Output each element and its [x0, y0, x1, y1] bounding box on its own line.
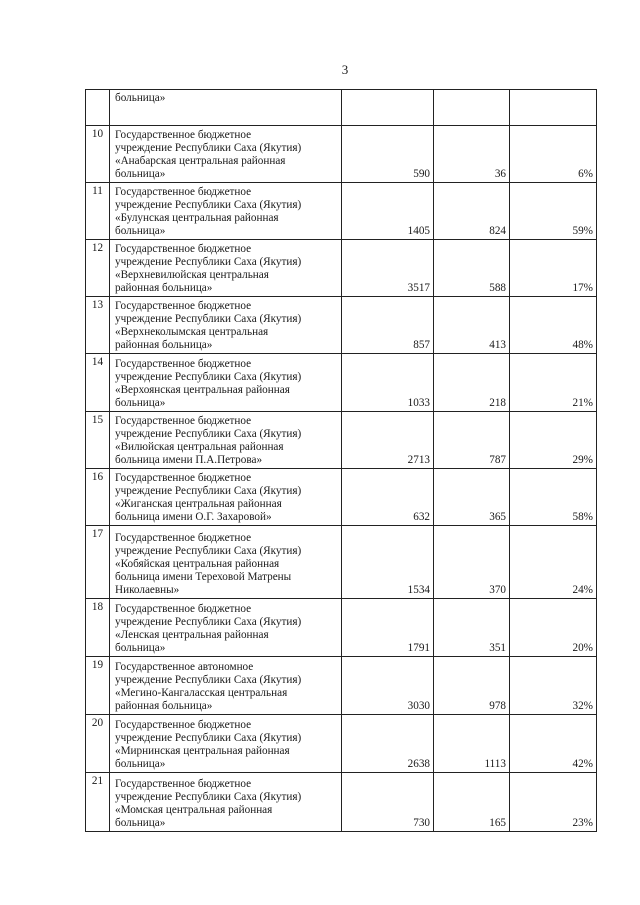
- institution-name-line: учреждение Республики Саха (Якутия): [115, 791, 302, 803]
- institution-name-line: учреждение Республики Саха (Якутия): [115, 428, 302, 440]
- table-row: [86, 715, 597, 773]
- institution-name-line: районная больница»: [115, 700, 213, 712]
- institution-name-cell: [110, 126, 342, 183]
- institution-name-line: больница имени Тереховой Матрены: [115, 571, 292, 583]
- institution-name-cell: [110, 773, 342, 832]
- value-cell-c3: 42%: [510, 715, 597, 773]
- institution-name-cell: [110, 526, 342, 599]
- value-cell-c2: 370: [434, 526, 510, 599]
- table-row: [86, 297, 597, 354]
- row-number-cell: 10: [86, 126, 110, 183]
- institution-name-line: больница»: [115, 92, 166, 104]
- value-cell-c3: 32%: [510, 657, 597, 715]
- institution-name-cell: [110, 599, 342, 657]
- institution-name-line: учреждение Республики Саха (Якутия): [115, 616, 302, 628]
- institution-name-cell: [110, 354, 342, 412]
- institution-name-line: «Жиганская центральная районная: [115, 498, 282, 510]
- row-number-cell: 21: [86, 773, 110, 832]
- institution-name-line: учреждение Республики Саха (Якутия): [115, 371, 302, 383]
- value-cell-c2: 165: [434, 773, 510, 832]
- institution-name-cell: [110, 240, 342, 297]
- institution-name-line: Государственное бюджетное: [115, 358, 252, 370]
- value-cell-c2: 365: [434, 469, 510, 526]
- row-number-cell: 11: [86, 183, 110, 240]
- institution-name-cell: [110, 469, 342, 526]
- value-cell-c1: [342, 90, 434, 126]
- institution-name-line: больница имени О.Г. Захаровой»: [115, 511, 272, 523]
- institution-name-line: учреждение Республики Саха (Якутия): [115, 732, 302, 744]
- institution-name-line: Государственное автономное: [115, 661, 254, 673]
- row-number-cell: [86, 90, 110, 126]
- institution-name-line: учреждение Республики Саха (Якутия): [115, 674, 302, 686]
- institution-name-line: «Анабарская центральная районная: [115, 155, 286, 167]
- value-cell-c1: 632: [342, 469, 434, 526]
- value-cell-c3: 17%: [510, 240, 597, 297]
- institution-name-line: больница»: [115, 642, 166, 654]
- value-cell-c2: 824: [434, 183, 510, 240]
- value-cell-c2: 588: [434, 240, 510, 297]
- hospital-data-table: [85, 89, 597, 832]
- institution-name-line: Государственное бюджетное: [115, 243, 252, 255]
- institution-name-line: «Кобяйская центральная районная: [115, 558, 280, 570]
- value-cell-c3: 24%: [510, 526, 597, 599]
- value-cell-c3: [510, 90, 597, 126]
- institution-name-line: учреждение Республики Саха (Якутия): [115, 485, 302, 497]
- row-number-cell: 14: [86, 354, 110, 412]
- value-cell-c2: 218: [434, 354, 510, 412]
- institution-name-cell: [110, 90, 342, 126]
- row-number-cell: 18: [86, 599, 110, 657]
- row-number-cell: 19: [86, 657, 110, 715]
- institution-name-line: Государственное бюджетное: [115, 129, 252, 141]
- value-cell-c1: 730: [342, 773, 434, 832]
- institution-name-line: Государственное бюджетное: [115, 472, 252, 484]
- institution-name-line: Николаевны»: [115, 584, 180, 596]
- value-cell-c1: 857: [342, 297, 434, 354]
- institution-name-line: «Булунская центральная районная: [115, 212, 279, 224]
- value-cell-c2: 978: [434, 657, 510, 715]
- row-number-cell: 16: [86, 469, 110, 526]
- table-row: [86, 526, 597, 599]
- value-cell-c3: 59%: [510, 183, 597, 240]
- table-row: [86, 126, 597, 183]
- page-number: 3: [341, 62, 349, 77]
- institution-name-line: больница»: [115, 758, 166, 770]
- institution-name-cell: [110, 412, 342, 469]
- value-cell-c1: 2713: [342, 412, 434, 469]
- institution-name-line: Государственное бюджетное: [115, 778, 252, 790]
- institution-name-line: больница»: [115, 168, 166, 180]
- row-number-cell: 15: [86, 412, 110, 469]
- table-row: [86, 183, 597, 240]
- value-cell-c1: 3030: [342, 657, 434, 715]
- value-cell-c3: 21%: [510, 354, 597, 412]
- institution-name-line: больница»: [115, 817, 166, 829]
- table-row: [86, 90, 597, 126]
- value-cell-c2: 1113: [434, 715, 510, 773]
- institution-name-line: учреждение Республики Саха (Якутия): [115, 142, 302, 154]
- table-row: [86, 354, 597, 412]
- row-number-cell: 12: [86, 240, 110, 297]
- table-row: [86, 469, 597, 526]
- value-cell-c1: 3517: [342, 240, 434, 297]
- table-row: [86, 240, 597, 297]
- institution-name-line: больница»: [115, 397, 166, 409]
- institution-name-line: «Момская центральная районная: [115, 804, 273, 816]
- table-row: [86, 412, 597, 469]
- institution-name-line: «Ленская центральная районная: [115, 629, 269, 641]
- institution-name-line: «Верхневилюйская центральная: [115, 269, 269, 281]
- value-cell-c2: 351: [434, 599, 510, 657]
- value-cell-c3: 29%: [510, 412, 597, 469]
- institution-name-cell: [110, 183, 342, 240]
- institution-name-line: учреждение Республики Саха (Якутия): [115, 313, 302, 325]
- value-cell-c1: 1033: [342, 354, 434, 412]
- institution-name-line: «Мирнинская центральная районная: [115, 745, 290, 757]
- institution-name-line: Государственное бюджетное: [115, 532, 252, 544]
- institution-name-line: районная больница»: [115, 282, 213, 294]
- table-row: [86, 773, 597, 832]
- institution-name-cell: [110, 297, 342, 354]
- institution-name-line: Государственное бюджетное: [115, 415, 252, 427]
- institution-name-line: «Мегино-Кангаласская центральная: [115, 687, 288, 699]
- value-cell-c3: 20%: [510, 599, 597, 657]
- value-cell-c3: 48%: [510, 297, 597, 354]
- row-number-cell: 20: [86, 715, 110, 773]
- table-row: [86, 657, 597, 715]
- institution-name-line: Государственное бюджетное: [115, 300, 252, 312]
- institution-name-line: «Верхнеколымская центральная: [115, 326, 269, 338]
- institution-name-line: районная больница»: [115, 339, 213, 351]
- value-cell-c1: 1791: [342, 599, 434, 657]
- institution-name-cell: [110, 715, 342, 773]
- institution-name-line: больница имени П.А.Петрова»: [115, 454, 263, 466]
- institution-name-line: Государственное бюджетное: [115, 603, 252, 615]
- value-cell-c1: 1534: [342, 526, 434, 599]
- value-cell-c3: 6%: [510, 126, 597, 183]
- value-cell-c2: [434, 90, 510, 126]
- value-cell-c3: 23%: [510, 773, 597, 832]
- institution-name-line: учреждение Республики Саха (Якутия): [115, 545, 302, 557]
- value-cell-c1: 2638: [342, 715, 434, 773]
- institution-name-line: Государственное бюджетное: [115, 186, 252, 198]
- value-cell-c2: 787: [434, 412, 510, 469]
- table-body: [86, 90, 597, 832]
- value-cell-c1: 1405: [342, 183, 434, 240]
- value-cell-c1: 590: [342, 126, 434, 183]
- institution-name-line: больница»: [115, 225, 166, 237]
- value-cell-c2: 413: [434, 297, 510, 354]
- row-number-cell: 13: [86, 297, 110, 354]
- table-row: [86, 599, 597, 657]
- row-number-cell: 17: [86, 526, 110, 599]
- institution-name-line: «Вилюйская центральная районная: [115, 441, 284, 453]
- value-cell-c3: 58%: [510, 469, 597, 526]
- institution-name-cell: [110, 657, 342, 715]
- institution-name-line: Государственное бюджетное: [115, 719, 252, 731]
- value-cell-c2: 36: [434, 126, 510, 183]
- institution-name-line: учреждение Республики Саха (Якутия): [115, 256, 302, 268]
- institution-name-line: учреждение Республики Саха (Якутия): [115, 199, 302, 211]
- institution-name-line: «Верхоянская центральная районная: [115, 384, 290, 396]
